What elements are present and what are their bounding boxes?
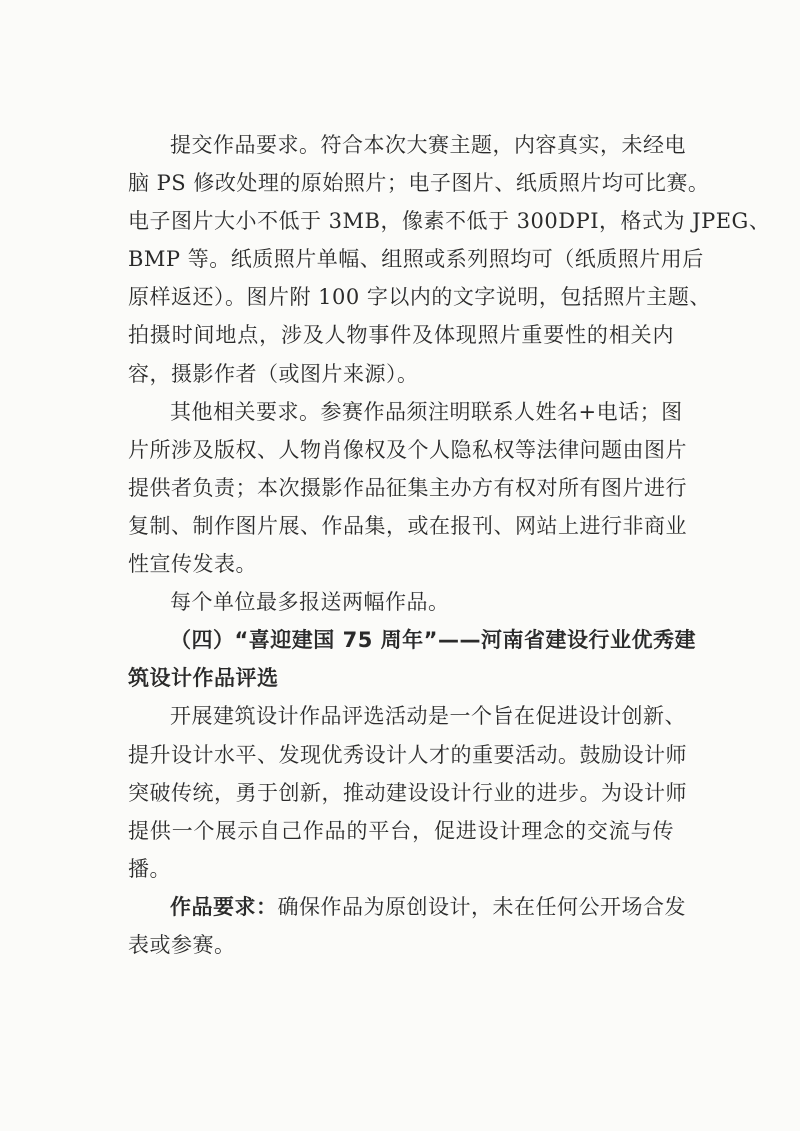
section-heading	[128, 621, 696, 697]
text-line: 开展建筑设计作品评选活动是一个旨在促进设计创新、	[170, 704, 686, 729]
text-line: 提交作品要求。符合本次大赛主题，内容真实，未经电	[170, 133, 686, 157]
text-line: 提供一个展示自己作品的平台，促进设计理念的交流与传	[128, 818, 674, 843]
text-line: 拍摄时间地点，涉及人物事件及体现照片重要性的相关内	[128, 323, 674, 348]
text-line: 电子图片大小不低于 3MB，像素不低于 300DPI，格式为 JPEG、	[128, 209, 771, 234]
text-line: 表或参赛。	[128, 932, 236, 957]
work-requirements-label: 作品要求：	[170, 894, 278, 919]
text-line: 性宣传发表。	[128, 552, 257, 577]
paragraph-submission-requirements	[128, 126, 771, 393]
paragraph-submission-limit	[128, 583, 674, 621]
paragraph-other-requirements	[128, 393, 687, 583]
text-line: 其他相关要求。参赛作品须注明联系人姓名+电话；图	[170, 399, 683, 424]
text-line: 容，摄影作者（或图片来源）。	[128, 361, 419, 386]
text-line: 原样返还）。图片附 100 字以内的文字说明，包括照片主题、	[128, 285, 711, 310]
text-line: 脑 PS 修改处理的原始照片；电子图片、纸质照片均可比赛。	[128, 171, 710, 196]
text-fragment: 确保作品为原创设计，未在任何公开场合发	[277, 894, 686, 919]
text-line: 突破传统，勇于创新，推动建设设计行业的进步。为设计师	[128, 780, 687, 805]
document-page	[128, 126, 771, 964]
heading-line: （四）“喜迎建国 75 周年”——河南省建设行业优秀建	[170, 628, 696, 653]
paragraph-design-intro	[128, 697, 687, 887]
text-line: 提升设计水平、发现优秀设计人才的重要活动。鼓励设计师	[128, 742, 687, 767]
heading-line: 筑设计作品评选	[128, 666, 279, 691]
text-line: 每个单位最多报送两幅作品。	[170, 590, 450, 615]
paragraph-work-requirements	[128, 888, 686, 964]
text-line: 播。	[128, 856, 171, 881]
text-line: BMP 等。纸质照片单幅、组照或系列照均可（纸质照片用后	[128, 247, 704, 272]
text-line: 提供者负责；本次摄影作品征集主办方有权对所有图片进行	[128, 475, 687, 500]
text-line	[128, 888, 686, 926]
text-line: 复制、制作图片展、作品集，或在报刊、网站上进行非商业	[128, 513, 687, 538]
text-line: 片所涉及版权、人物肖像权及个人隐私权等法律问题由图片	[128, 437, 687, 462]
